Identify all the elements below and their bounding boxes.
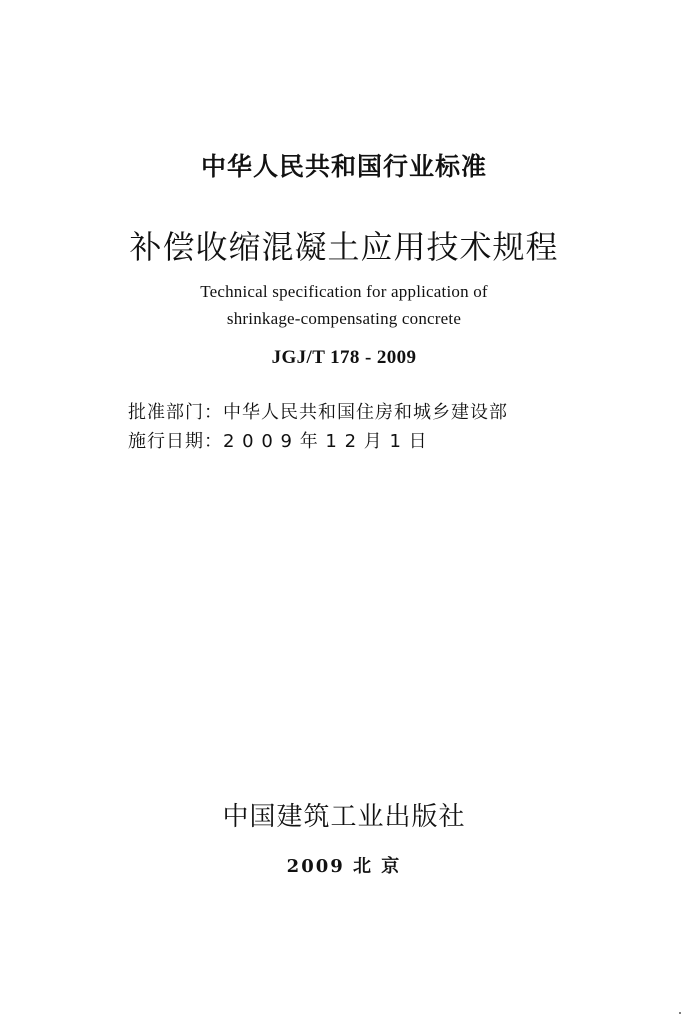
approval-department-value: 中华人民共和国住房和城乡建设部 (223, 402, 508, 423)
document-title-english-line-2: shrinkage-compensating concrete (226, 309, 462, 328)
approval-department-label: 批准部门： (128, 402, 223, 423)
effective-date-label: 施行日期： (128, 431, 223, 452)
standard-code: JGJ/T 178 - 2009 (271, 347, 417, 368)
document-title-english-line-1: Technical specification for application of (200, 282, 488, 301)
effective-date-value: 2 0 0 9 年 1 2 月 1 日 (223, 431, 428, 452)
document-title-chinese: 补偿收缩混凝土应用技术规程 (129, 228, 559, 266)
publisher-name: 中国建筑工业出版社 (222, 802, 466, 832)
approval-department (128, 398, 508, 424)
standard-category: 中华人民共和国行业标准 (200, 152, 487, 181)
scan-speck (679, 1012, 681, 1014)
effective-date (128, 427, 428, 453)
document-title-english (0, 278, 688, 332)
publication-imprint: 2009 北 京 (286, 856, 402, 877)
